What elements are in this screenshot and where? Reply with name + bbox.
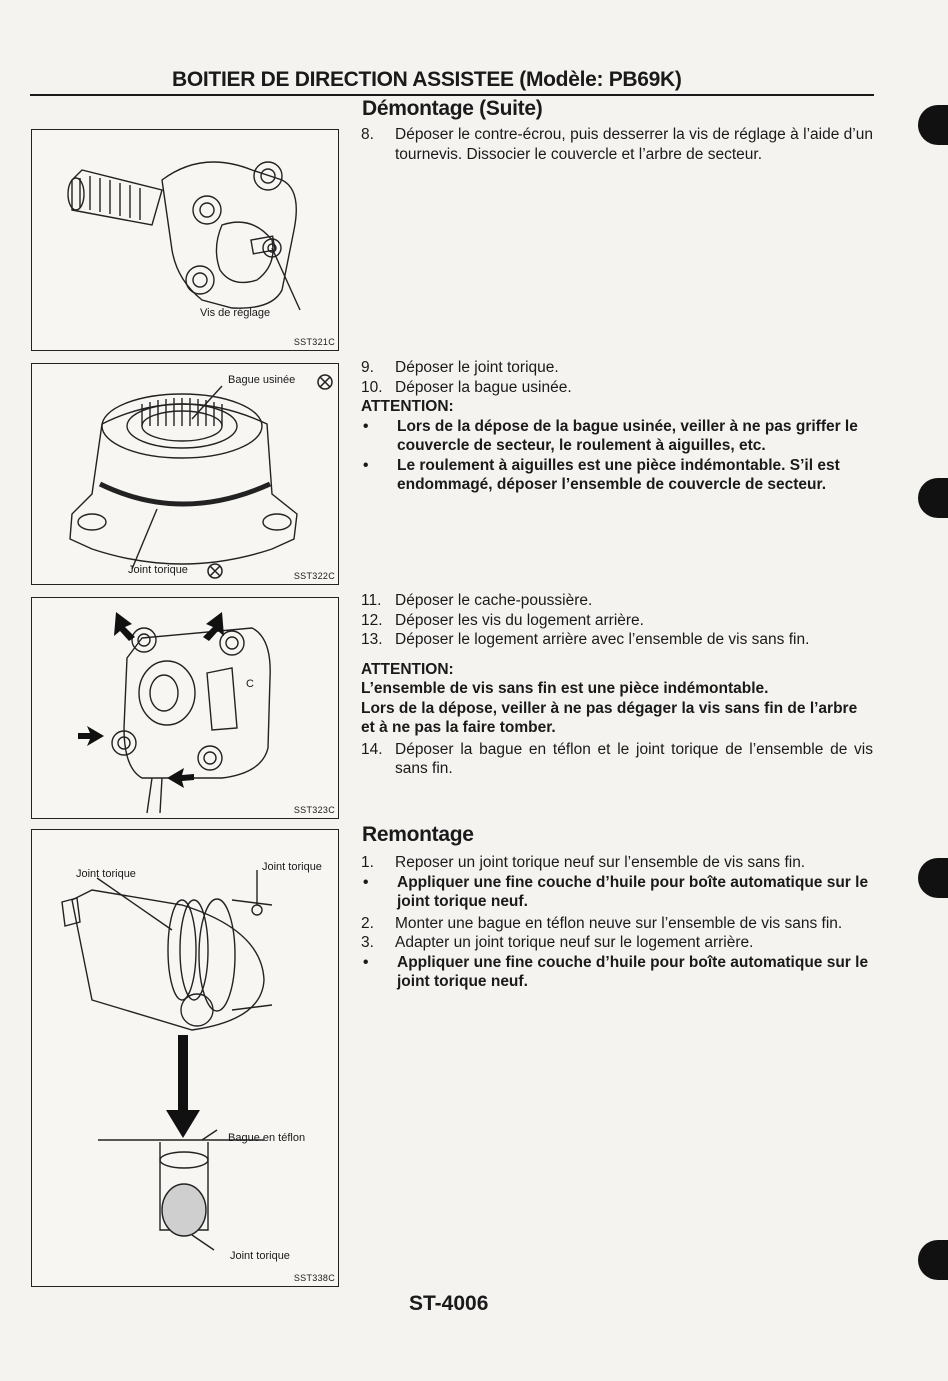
callout-letter-c: C xyxy=(246,678,254,690)
bullet-symbol: • xyxy=(363,417,369,435)
punch-hole xyxy=(918,478,948,518)
page-header-title: BOITIER DE DIRECTION ASSISTEE (Modèle: PB69K) xyxy=(172,68,682,91)
bullet-item xyxy=(361,417,873,456)
step-text: Déposer la bague en téflon et le joint torique de l’ensemble de vis sans fin. xyxy=(395,740,873,777)
remontage-step-1 xyxy=(361,853,873,873)
step-text: Déposer le logement arrière avec l’ensemble de vis sans fin. xyxy=(395,631,810,648)
figure-sst323c xyxy=(31,597,339,819)
text-block-steps-11-14 xyxy=(361,591,873,779)
step-text: Déposer le joint torique. xyxy=(395,359,559,376)
step-number: 12. xyxy=(361,611,383,629)
bullet-item xyxy=(361,873,873,912)
step-number: 3. xyxy=(361,934,374,951)
figure-code: SST322C xyxy=(293,571,335,581)
text-block-steps-9-10 xyxy=(361,358,873,495)
callout-bague-en-teflon: Bague en téflon xyxy=(228,1132,306,1144)
needle-bearing-illustration xyxy=(32,364,338,584)
step-number: 9. xyxy=(361,359,374,376)
bullet-symbol: • xyxy=(363,456,369,474)
step-text: Déposer le cache-poussière. xyxy=(395,592,593,609)
section-title-remontage: Remontage xyxy=(362,823,474,846)
step-text: Déposer les vis du logement arrière. xyxy=(395,611,644,629)
step-number: 11. xyxy=(361,592,382,609)
step-number: 8. xyxy=(361,126,374,143)
text-block-remontage xyxy=(361,853,873,992)
callout-vis-de-reglage: Vis de réglage xyxy=(200,307,271,319)
section-title-demontage: Démontage (Suite) xyxy=(362,97,543,120)
step-14 xyxy=(361,740,873,779)
step-13 xyxy=(361,630,873,650)
bullet-symbol: • xyxy=(363,953,369,971)
figure-sst322c xyxy=(31,363,339,585)
attention-paragraph: Lors de la dépose, veiller à ne pas dégager la vis sans fin de l’arbre et à ne pas la faire tomber. xyxy=(361,699,858,736)
figure-sst321c xyxy=(31,129,339,351)
attention-label: ATTENTION: xyxy=(361,660,454,678)
bullet-text: Lors de la dépose de la bague usinée, veiller à ne pas griffer le couvercle de secteur, le roulement à aiguilles, etc. xyxy=(397,417,858,454)
attention-paragraph: L’ensemble de vis sans fin est une pièce indémontable. xyxy=(361,680,769,697)
remontage-step-3 xyxy=(361,933,873,953)
bullet-text: Appliquer une fine couche d’huile pour boîte automatique sur le joint torique neuf. xyxy=(397,953,869,990)
callout-joint-torique-left: Joint torique xyxy=(76,868,136,880)
bullet-text: Le roulement à aiguilles est une pièce indémontable. S’il est endommagé, déposer l’ensemble de couvercle de secteur. xyxy=(397,456,840,493)
bullet-item xyxy=(361,953,873,992)
step-text: Adapter un joint torique neuf sur le logement arrière. xyxy=(395,934,754,951)
callout-joint-torique: Joint torique xyxy=(128,564,188,576)
step-10 xyxy=(361,378,873,398)
figure-sst338c xyxy=(31,829,339,1287)
step-number: 10. xyxy=(361,378,383,396)
callout-joint-torique-bottom: Joint torique xyxy=(230,1250,290,1262)
callout-joint-torique-right: Joint torique xyxy=(262,861,322,873)
step-9 xyxy=(361,358,873,378)
header-rule xyxy=(30,94,874,96)
step-number: 13. xyxy=(361,631,383,648)
step-number: 1. xyxy=(361,854,374,871)
step-text: Déposer la bague usinée. xyxy=(395,378,572,396)
step-text: Reposer un joint torique neuf sur l’ensemble de vis sans fin. xyxy=(395,854,806,871)
rear-housing-illustration xyxy=(32,598,338,818)
figure-code: SST321C xyxy=(293,337,335,347)
step-8 xyxy=(361,125,873,164)
figure-code: SST338C xyxy=(293,1273,335,1283)
text-block-step-8 xyxy=(361,125,873,164)
step-number: 2. xyxy=(361,914,374,932)
punch-hole xyxy=(918,858,948,898)
attention-label: ATTENTION: xyxy=(361,398,454,415)
step-number: 14. xyxy=(361,740,383,758)
bullet-symbol: • xyxy=(363,873,369,891)
punch-hole xyxy=(918,105,948,145)
step-text: Monter une bague en téflon neuve sur l’ensemble de vis sans fin. xyxy=(395,914,843,932)
figure-code: SST323C xyxy=(293,805,335,815)
step-text: Déposer le contre-écrou, puis desserrer la vis de réglage à l’aide d’un tournevis. Dissocier le couvercle et l’arbre de secteur. xyxy=(395,126,873,163)
punch-hole xyxy=(918,1240,948,1280)
bullet-item xyxy=(361,456,873,495)
remontage-step-2 xyxy=(361,914,873,934)
callout-bague-usinee: Bague usinée xyxy=(228,374,296,386)
bullet-text: Appliquer une fine couche d’huile pour boîte automatique sur le joint torique neuf. xyxy=(397,873,869,910)
step-12 xyxy=(361,611,873,631)
worm-assembly-illustration xyxy=(32,830,338,1286)
step-11 xyxy=(361,591,873,611)
sector-cover-illustration xyxy=(32,130,338,350)
page-number: ST-4006 xyxy=(409,1292,489,1315)
